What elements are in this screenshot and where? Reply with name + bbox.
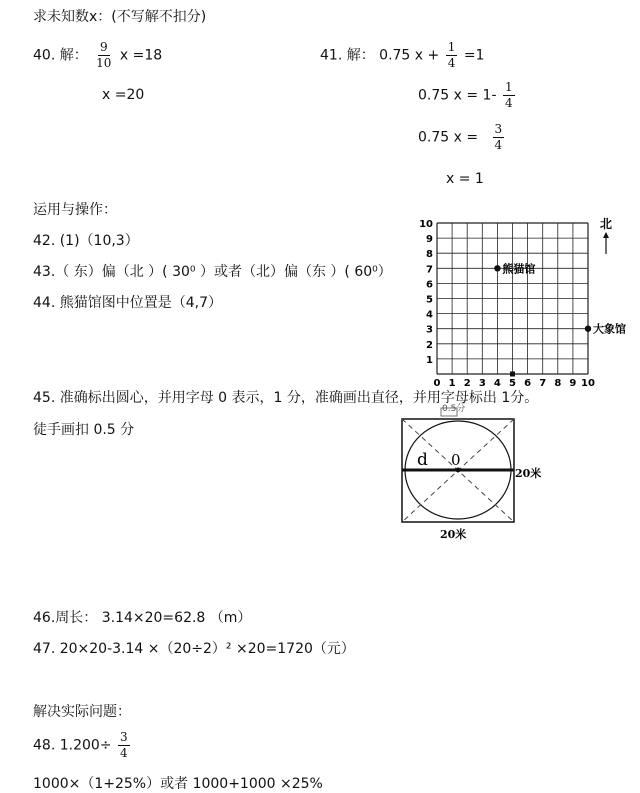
q41-answer: x = 1 [446, 171, 484, 187]
x-tick-label: 5 [509, 378, 516, 389]
q41-line1-den: 4 [447, 56, 456, 70]
q41-prefix: 41. 解： [320, 47, 375, 64]
q41-line3-den: 4 [494, 138, 503, 152]
right-dimension-label: 20米 [515, 467, 542, 480]
practical-section-title: 解决实际问题： [33, 704, 131, 720]
diameter-label: d [417, 450, 428, 470]
q46-answer: 46.周长： 3.14×20=62.8 （m） [33, 610, 252, 626]
y-tick-label: 1 [426, 354, 433, 366]
q41-line3-num: 3 [494, 122, 503, 136]
q40-prefix: 40. 解： [33, 47, 88, 64]
bottom-dimension-label: 20米 [440, 528, 467, 541]
q48-fraction-den: 4 [119, 746, 128, 760]
grid-point-label: 大象馆 [593, 322, 626, 336]
q48-equation [33, 730, 132, 761]
x-tick-label: 8 [554, 378, 562, 389]
x-tick-label: 3 [478, 378, 486, 389]
y-tick-label: 10 [419, 219, 433, 230]
q48-fraction [118, 730, 130, 761]
q42-answer: 42. (1)（10,3） [33, 233, 139, 249]
q48-line2: 1000×（1+25%）或者 1000+1000 ×25% [33, 776, 323, 792]
x-tick-label: 6 [524, 378, 532, 389]
q41-line3-a: 0.75 x = [418, 129, 479, 146]
q40-answer: x =20 [102, 87, 145, 103]
q41-line2-a: 0.75 x = 1- [418, 87, 497, 104]
q41-line2-den: 4 [504, 96, 513, 110]
y-tick-label: 4 [426, 309, 433, 321]
x-tick-label: 2 [463, 378, 471, 389]
q45-line2: 徒手画扣 0.5 分 [33, 422, 135, 438]
y-tick-label: 3 [426, 324, 433, 336]
q41-line1-a: 0.75 x + [379, 47, 440, 64]
q48-fraction-num: 3 [119, 730, 128, 744]
center-label: 0 [451, 451, 461, 469]
circle-top-note: 0.5分 [442, 404, 466, 414]
y-tick-label: 6 [426, 279, 433, 291]
x-tick-label: 4 [493, 378, 501, 389]
north-label: 北 [599, 217, 613, 231]
q47-answer: 47. 20×20-3.14 ×（20÷2）² ×20=1720（元） [33, 641, 355, 657]
x-tick-label: 7 [539, 378, 547, 389]
x-tick-label: 10 [581, 378, 595, 389]
x-tick-label: 0 [433, 378, 441, 389]
q45-line1: 45. 准确标出圆心，并用字母 0 表示，1 分，准确画出直径，并用字母标出 1分。 [33, 390, 539, 406]
q40-fraction-num: 9 [99, 40, 108, 54]
q41-line2-num: 1 [504, 80, 513, 94]
x-tick-label: 1 [448, 378, 456, 389]
q41-line1-b: =1 [463, 47, 485, 64]
y-tick-label: 9 [426, 234, 433, 246]
y-tick-label: 8 [426, 249, 433, 261]
q43-answer: 43.（ 东）偏（北 ）( 30⁰ ）或者（北）偏（东 ）( 60⁰） [33, 264, 392, 280]
y-tick-label: 7 [426, 264, 433, 276]
y-tick-label: 2 [426, 339, 433, 351]
x-tick-label: 9 [569, 378, 577, 389]
application-section-title: 运用与操作： [33, 202, 117, 218]
equations-section-title: 求未知数x：(不写解不扣分) [33, 9, 207, 25]
q41-line1-num: 1 [447, 40, 456, 54]
q44-answer: 44. 熊猫馆图中位置是（4,7） [33, 295, 222, 311]
q40-rhs: x =18 [119, 47, 163, 64]
grid-point-label: 熊猫馆 [502, 262, 536, 276]
q40-fraction-den: 10 [96, 56, 112, 70]
y-tick-label: 5 [426, 294, 433, 306]
q48-prefix: 48. 1.200÷ [33, 737, 112, 754]
